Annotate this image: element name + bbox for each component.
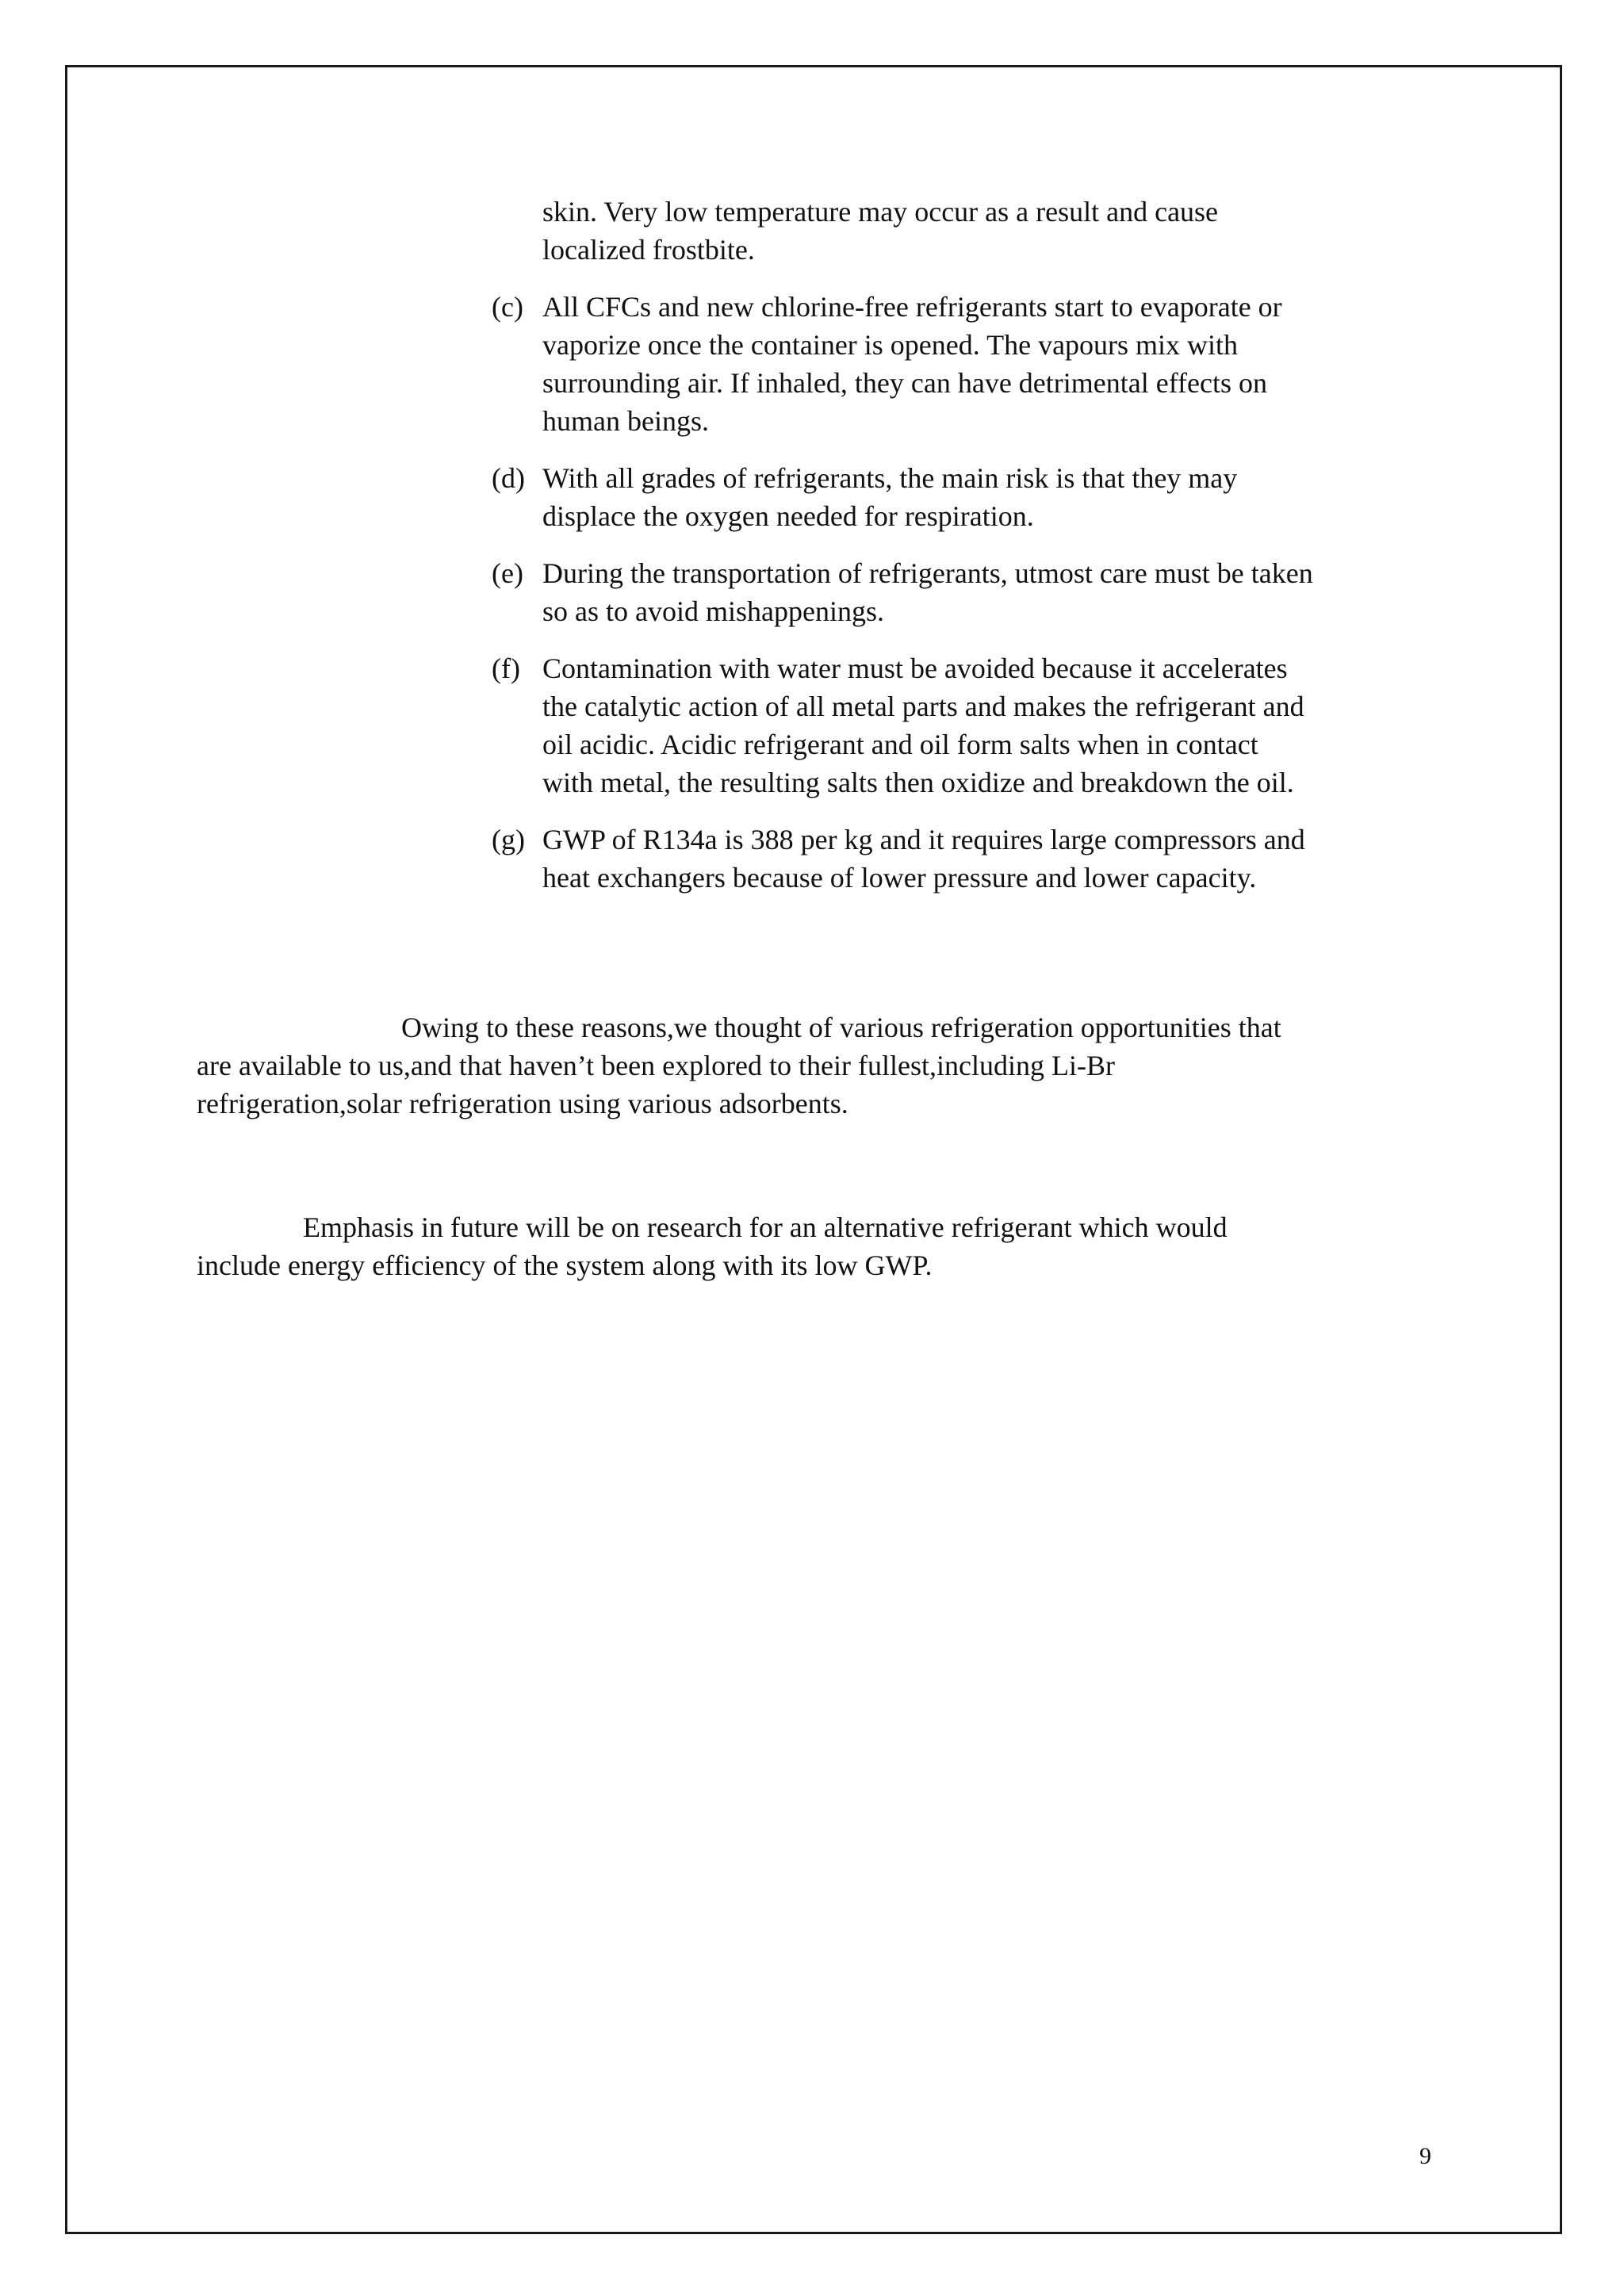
paragraph-owing [197,1008,1434,1123]
text-line: oil acidic. Acidic refrigerant and oil form salts when in contact [542,729,1258,760]
list-item-text [542,193,1443,269]
text-line: localized frostbite. [542,234,755,266]
text-line: with metal, the resulting salts then oxidize and breakdown the oil. [542,767,1294,798]
text-line: refrigeration,solar refrigeration using various adsorbents. [197,1088,848,1119]
text-line: skin. Very low temperature may occur as a result and cause [542,196,1219,228]
text-line: the catalytic action of all metal parts and makes the refrigerant and [542,691,1304,722]
list-marker: (f) [492,652,520,684]
list-item-text [542,459,1443,535]
text-line: displace the oxygen needed for respiration. [542,500,1034,532]
list-item-d [492,459,1443,535]
list-item-text [542,554,1443,630]
list-item-text [542,288,1443,440]
text-line: so as to avoid mishappenings. [542,595,884,627]
text-line: GWP of R134a is 388 per kg and it requires large compressors and [542,824,1305,855]
list-marker: (c) [492,291,523,323]
text-line: surrounding air. If inhaled, they can have detrimental effects on [542,367,1268,399]
text-line: All CFCs and new chlorine-free refrigerants start to evaporate or [542,291,1282,323]
list-item-text [542,649,1443,802]
text-line: are available to us,and that haven’t been explored to their fullest,including Li-Br [197,1050,1115,1081]
paragraph-emphasis [197,1208,1434,1284]
list-marker: (e) [492,557,523,589]
text-line: include energy efficiency of the system along with its low GWP. [197,1249,933,1281]
list-item-g [492,821,1443,897]
text-line: Contamination with water must be avoided because it accelerates [542,652,1288,684]
text-line: During the transportation of refrigerants, utmost care must be taken [542,557,1313,589]
text-line: With all grades of refrigerants, the main risk is that they may [542,462,1238,494]
page-number: 9 [1419,2143,1431,2169]
list-item-f [492,649,1443,802]
list-item-text [542,821,1443,897]
hazard-list [492,193,1443,916]
text-line: Emphasis in future will be on research for an alternative refrigerant which would [303,1211,1228,1243]
list-marker: (d) [492,462,525,494]
text-line: human beings. [542,405,709,437]
text-line: Owing to these reasons,we thought of various refrigeration opportunities that [401,1012,1281,1043]
list-item-e [492,554,1443,630]
list-item-c [492,288,1443,440]
list-marker: (g) [492,824,525,855]
text-line: heat exchangers because of lower pressure and lower capacity. [542,862,1257,894]
list-item-continuation [492,193,1443,269]
text-line: vaporize once the container is opened. The vapours mix with [542,329,1239,361]
